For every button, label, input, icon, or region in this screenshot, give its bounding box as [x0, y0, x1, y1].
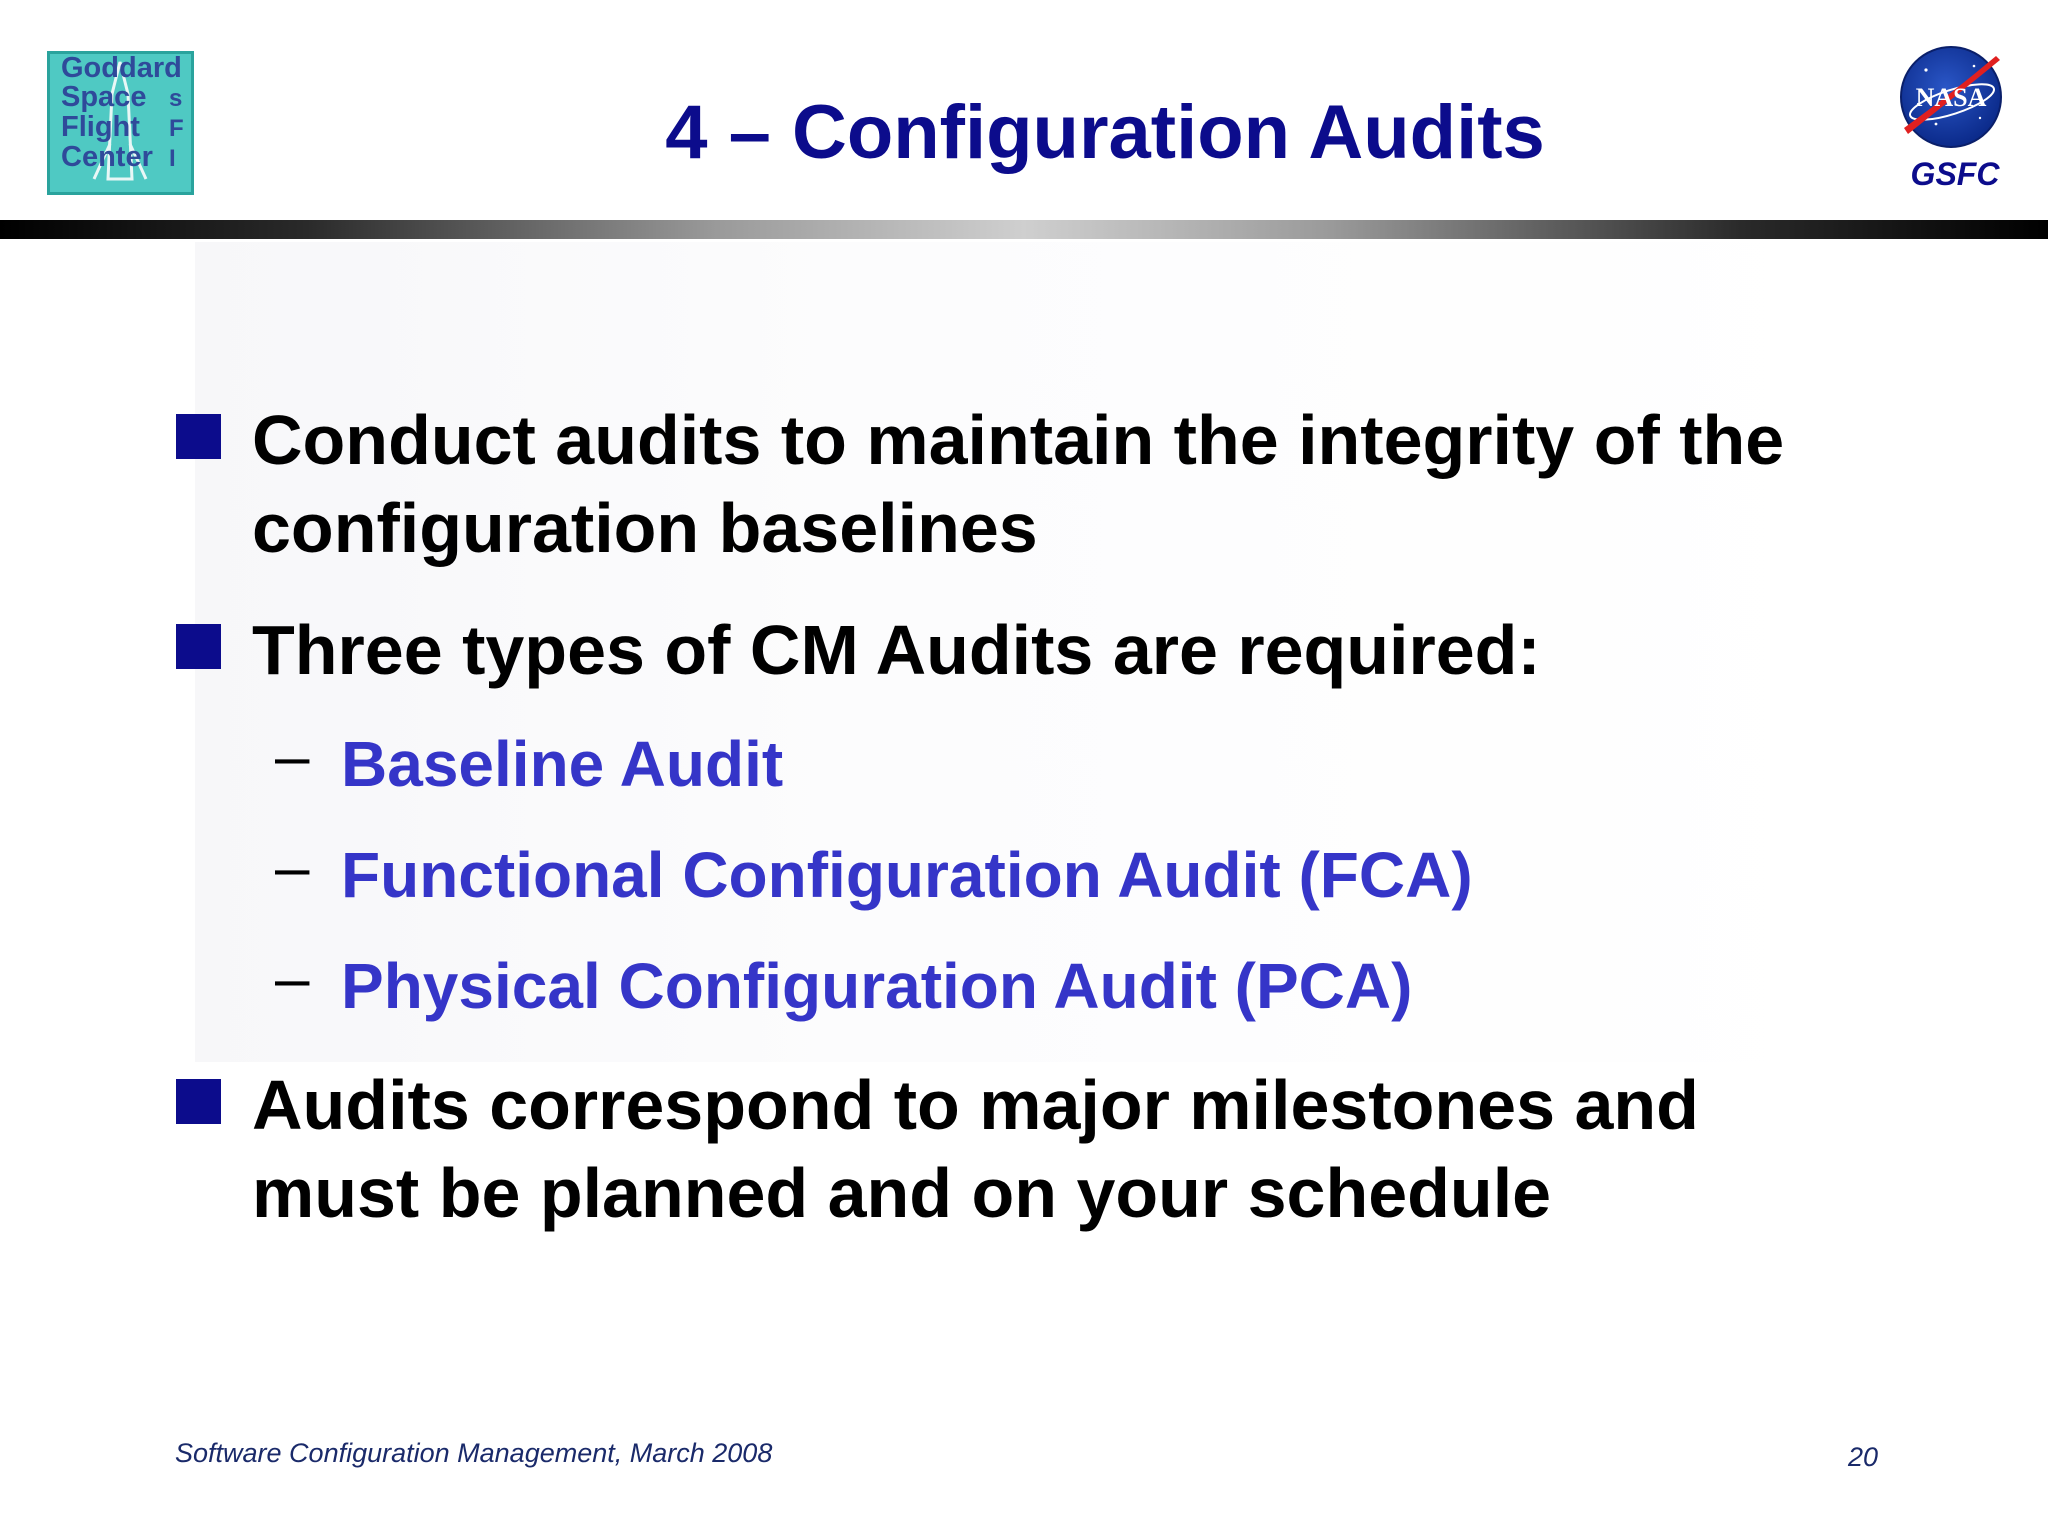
dash-icon: –	[275, 722, 310, 791]
logo-word-center: Center	[61, 141, 153, 173]
bullet-line: must be planned and on your schedule	[252, 1154, 1552, 1232]
logo-word-space: Space	[61, 81, 147, 113]
bullet-line: Three types of CM Audits are required:	[252, 611, 1541, 689]
logo-word-flight: Flight	[61, 111, 140, 143]
bullet-line: configuration baselines	[252, 489, 1038, 567]
title-divider	[0, 220, 2048, 239]
logo-ghost-letter: F	[169, 115, 184, 142]
page-number: 20	[1847, 1442, 1878, 1472]
nasa-logo-text: NASA	[1915, 83, 1987, 112]
bullet-square-icon	[176, 624, 221, 669]
nasa-logo-icon	[1896, 42, 2006, 152]
bullet-item-1	[252, 396, 1892, 572]
goddard-logo	[47, 51, 194, 195]
bullet-item-2	[252, 606, 1892, 694]
sub-bullet-baseline-audit: Baseline Audit	[341, 728, 784, 800]
footer-text: Software Configuration Management, March 2008	[175, 1438, 773, 1468]
bullet-square-icon	[176, 1079, 221, 1124]
dash-icon: –	[275, 833, 310, 902]
bullet-line: Audits correspond to major milestones and	[252, 1066, 1699, 1144]
sub-bullet-fca: Functional Configuration Audit (FCA)	[341, 839, 1473, 911]
gsfc-label: GSFC	[1910, 156, 2000, 192]
dash-icon: –	[275, 944, 310, 1013]
logo-ghost-letter: I	[169, 145, 176, 172]
bullet-square-icon	[176, 414, 221, 459]
bullet-item-3	[252, 1061, 1892, 1237]
logo-word-goddard: Goddard	[61, 52, 182, 84]
slide-title: 4 – Configuration Audits	[665, 90, 1545, 175]
bullet-line: Conduct audits to maintain the integrity of the	[252, 401, 1785, 479]
logo-ghost-letter: s	[169, 85, 183, 112]
sub-bullet-pca: Physical Configuration Audit (PCA)	[341, 950, 1413, 1022]
